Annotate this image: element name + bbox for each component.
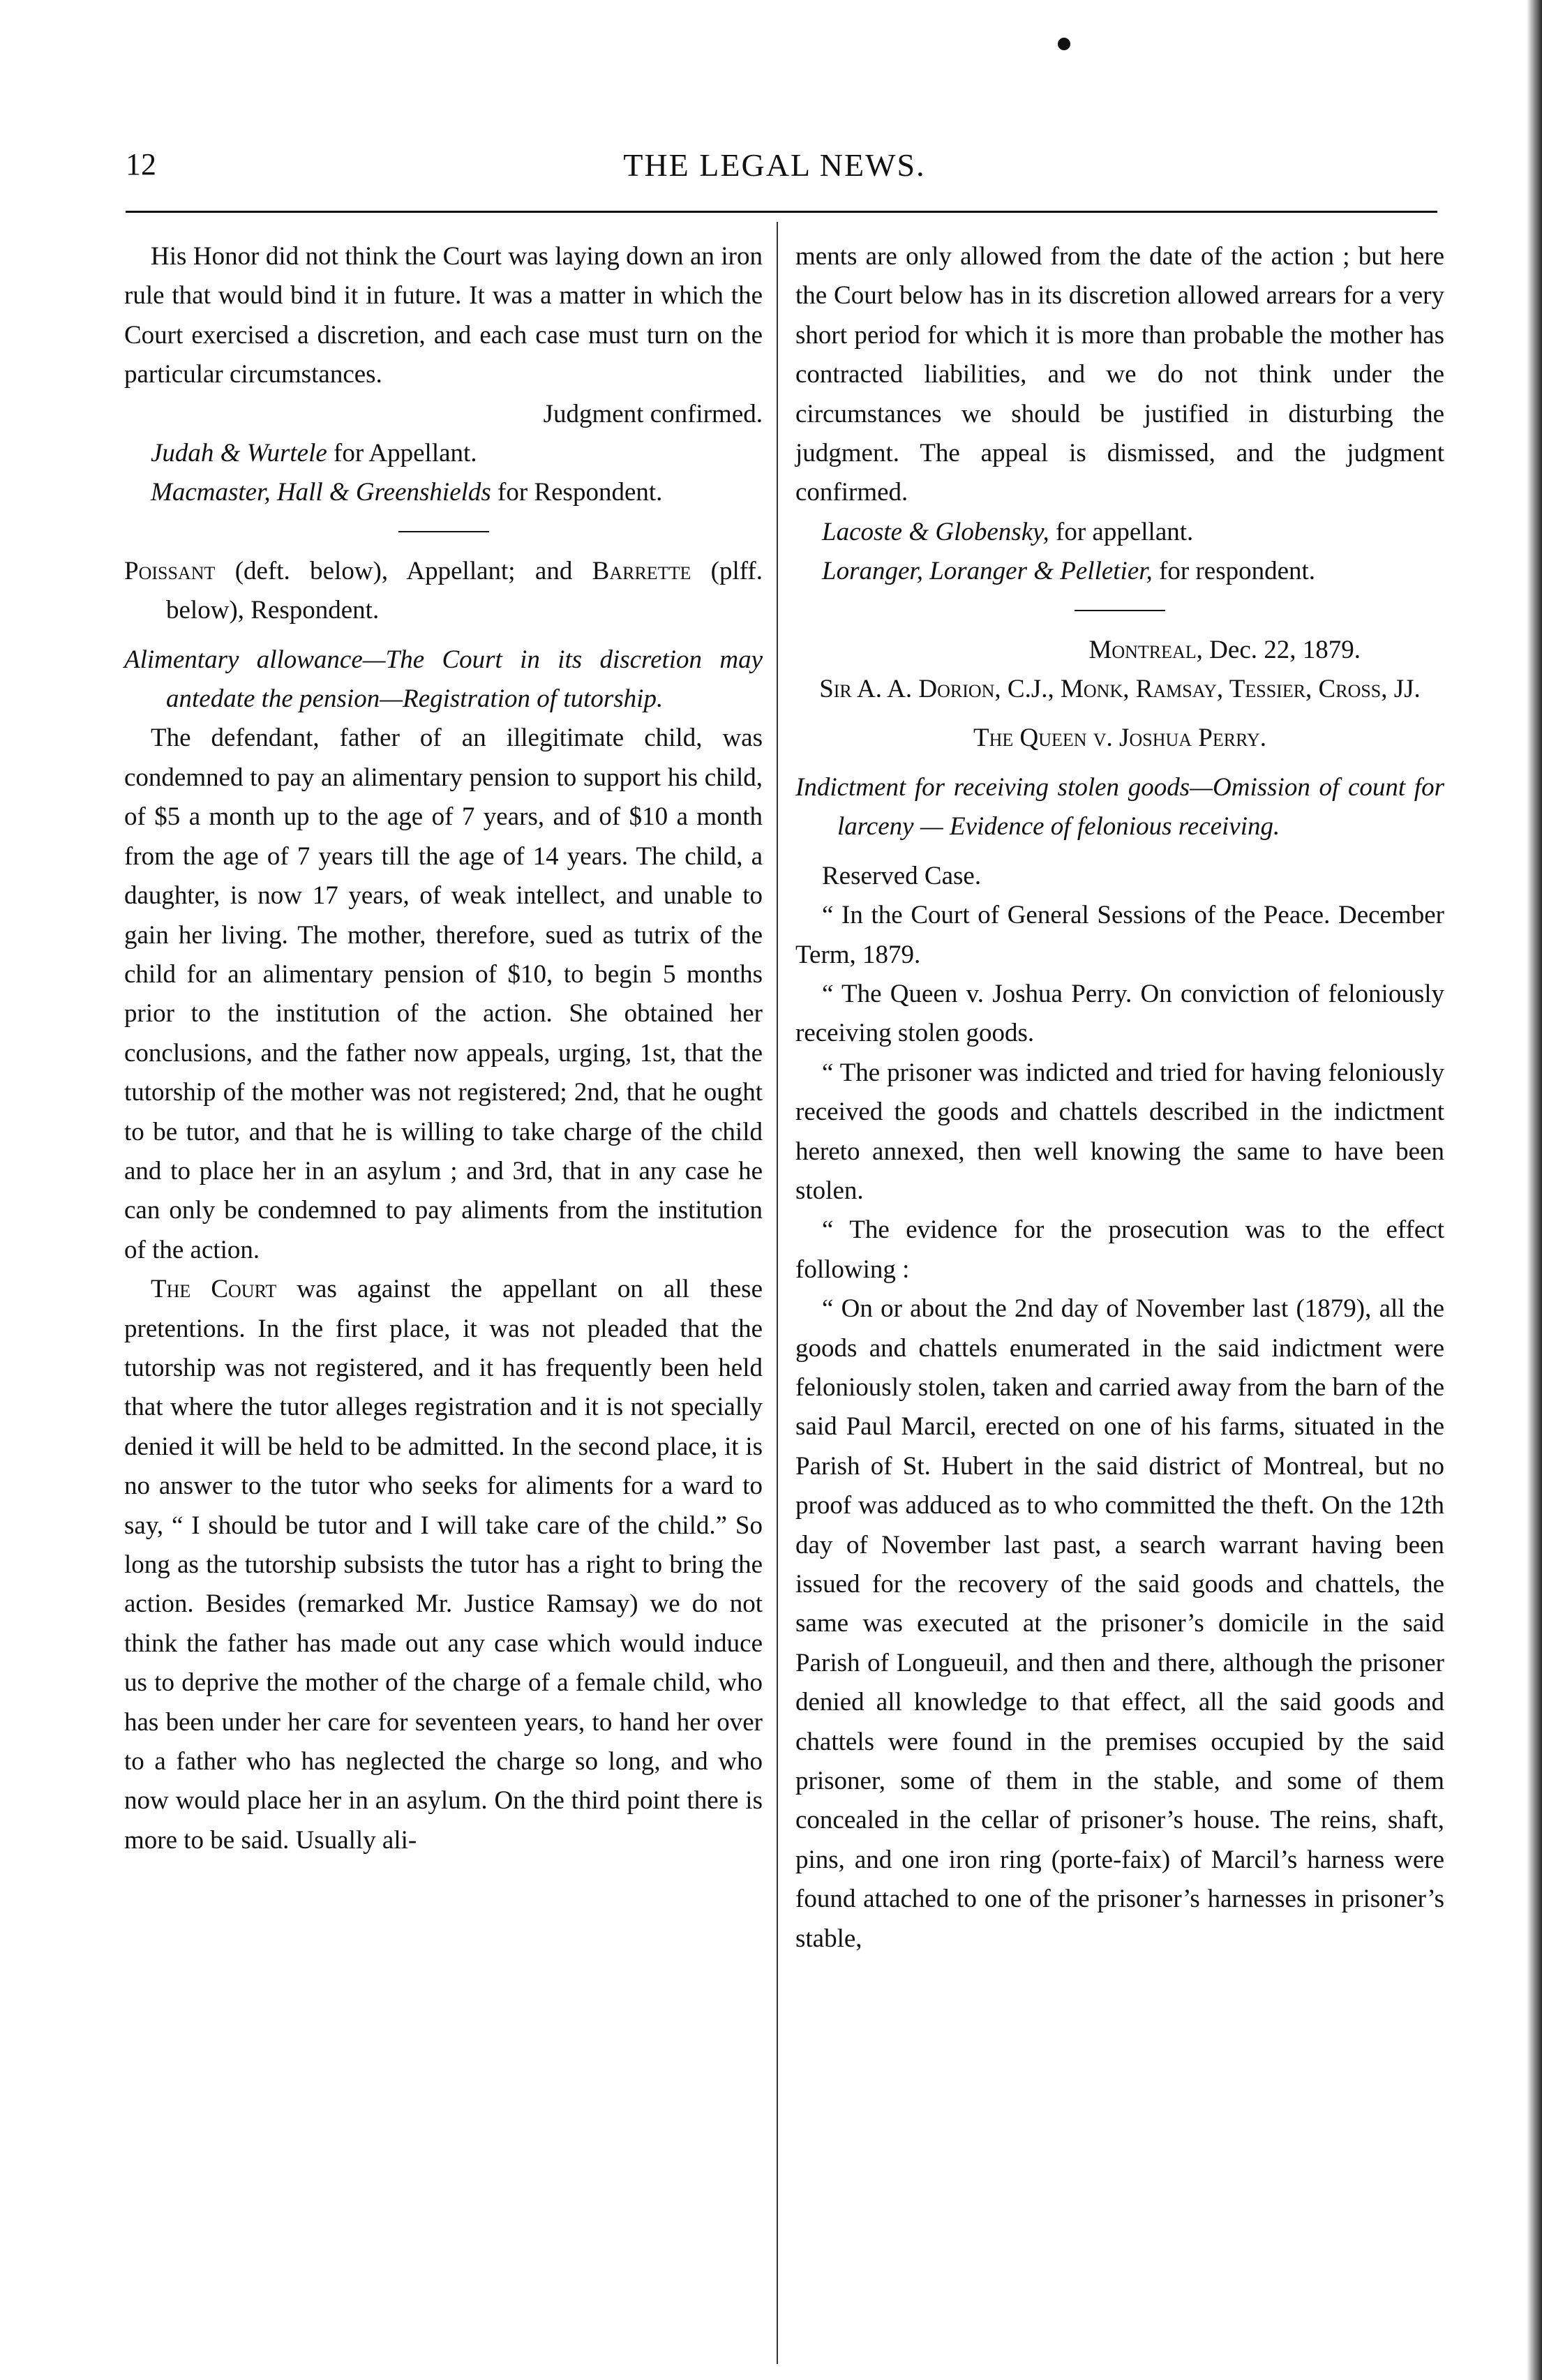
section-separator-right	[1075, 610, 1165, 611]
dateline	[795, 631, 1444, 670]
counsel-appellant-right	[795, 513, 1444, 552]
counsel-respondent-right	[795, 552, 1444, 591]
reserved-case: Reserved Case.	[822, 861, 982, 890]
bench: Sir A. A. Dorion, C.J., Monk, Ramsay, Tessier, Cross, JJ.	[819, 675, 1421, 704]
page-header	[126, 140, 1423, 195]
page-edge-shadow	[1527, 0, 1542, 2380]
headnote: Alimentary allowance—The Court in its discretion may antedate the pension—Registration of tutorship.	[124, 645, 763, 714]
dateline-date: Dec. 22, 1879.	[1202, 635, 1361, 664]
paragraph-continuation: ments are only allowed from the date of the action ; but here the Court below has in its discretion allowed arrears for a very short period for which it is more than probable the mother has contracted liabilities, and we do not think under the circumstances we should be justified in disturbing the judgment. The appeal is dismissed, and the judgment confirmed.	[795, 242, 1444, 507]
counsel-appellant-role: for Appellant.	[327, 439, 477, 468]
case-title-right: The Queen v. Joshua Perry.	[973, 724, 1267, 753]
quote-2: “ The Queen v. Joshua Perry. On conviction of feloniously receiving stolen goods.	[795, 979, 1444, 1048]
counsel-respondent-role: for Respondent.	[491, 478, 663, 507]
counsel-respondent-role-right: for respondent.	[1152, 557, 1316, 586]
case-title	[124, 552, 763, 631]
counsel-appellant	[124, 434, 763, 473]
case-party-appellant: Poissant	[124, 556, 216, 585]
dateline-place: Montreal,	[1088, 635, 1203, 664]
court-label: The Court	[151, 1275, 277, 1304]
counsel-respondent	[124, 473, 763, 512]
counsel-respondent-names-right: Loranger, Loranger & Pelletier,	[822, 557, 1153, 586]
quote-5: “ On or about the 2nd day of November last (1879), all the goods and chattels enumerated in the said indictment were feloniously stolen, taken and carried away from the barn of the said Paul Marcil, erected on one of his farms, situated in the Parish of St. Hubert in the said district of Montreal, but no proof was adduced as to who committed the theft. On the 12th day of November last past, a search warrant having been issued for the recovery of the said goods and chattels, the same was executed at the prisoner’s domicile in the said Parish of Longueuil, and then and there, although the prisoner denied all knowledge to that effect, all the said goods and chattels were found in the premises occupied by the said prisoner, some of them in the stable, and some of them concealed in the cellar of prisoner’s house. The reins, shaft, pins, and one iron ring (porte-faix) of Marcil’s harness were found attached to one of the prisoner’s harnesses in prisoner’s stable,	[795, 1294, 1444, 1953]
header-rule	[126, 211, 1437, 213]
paragraph-court	[124, 1270, 763, 1860]
page-number: 12	[126, 147, 156, 181]
counsel-appellant-role-right: for appellant.	[1049, 517, 1194, 546]
section-separator	[398, 531, 489, 532]
counsel-appellant-names-right: Lacoste & Globensky,	[822, 517, 1049, 546]
ink-dot	[1058, 38, 1070, 50]
case-party-respondent: Barrette	[592, 556, 691, 585]
column-divider	[777, 222, 778, 2364]
court-text: was against the appellant on all these pretentions. In the first place, it was not pleaded that the tutorship was not registered, and it has frequently been held that where the tutor alleges registration and it is not specially denied it will be held to be admitted. In the second place, it is no answer to the tutor who seeks for aliments for a ward to say, “ I should be tutor and I will take care of the child.” So long as the tutorship subsists the tutor has a right to bring the action. Besides (remarked Mr. Justice Ramsay) we do not think the father has made out any case which would induce us to deprive the mother of the charge of a female child, who has been under her care for seventeen years, to hand her over to a father who has neglected the charge so long, and who now would place her in an asylum. On the third point there is more to be said. Usually ali-	[124, 1275, 763, 1855]
quote-3: “ The prisoner was indicted and tried for having feloniously received the goods and chattels described in the indictment hereto annexed, then well knowing the same to have been stolen.	[795, 1058, 1444, 1205]
quote-4: “ The evidence for the prosecution was to the effect following :	[795, 1215, 1444, 1284]
judgment-line: Judgment confirmed.	[543, 399, 763, 428]
right-column	[795, 237, 1444, 1959]
case-text-1: (deft. below), Appellant; and	[215, 556, 592, 585]
case-text-2: (plff. below), Respondent.	[166, 556, 763, 625]
counsel-respondent-names: Macmaster, Hall & Greenshields	[151, 478, 491, 507]
quote-1: “ In the Court of General Sessions of the Peace. December Term, 1879.	[795, 901, 1444, 969]
paragraph-defendant: The defendant, father of an illegitimate child, was condemned to pay an alimentary pension to support his child, of $5 a month up to the age of 7 years, and of $10 a month from the age of 7 years till the age of 14 years. The child, a daughter, is now 17 years, of weak intellect, and unable to gain her living. The mother, therefore, sued as tutrix of the child for an alimentary pension of $10, to begin 5 months prior to the institution of the action. She obtained her conclusions, and the father now appeals, urging, 1st, that the tutorship of the mother was not registered; 2nd, that he ought to be tutor, and that he is willing to take charge of the child and to place her in an asylum ; and 3rd, that in any case he can only be condemned to pay aliments from the institution of the action.	[124, 724, 763, 1264]
paragraph-honor: His Honor did not think the Court was laying down an iron rule that would bind it in future. It was a matter in which the Court exercised a discretion, and each case must turn on the particular circumstances.	[124, 242, 763, 389]
left-column	[124, 237, 763, 1860]
counsel-appellant-names: Judah & Wurtele	[151, 439, 327, 468]
running-title: THE LEGAL NEWS.	[623, 147, 926, 183]
headnote-right: Indictment for receiving stolen goods—Omission of count for larceny — Evidence of felonious receiving.	[795, 772, 1444, 841]
